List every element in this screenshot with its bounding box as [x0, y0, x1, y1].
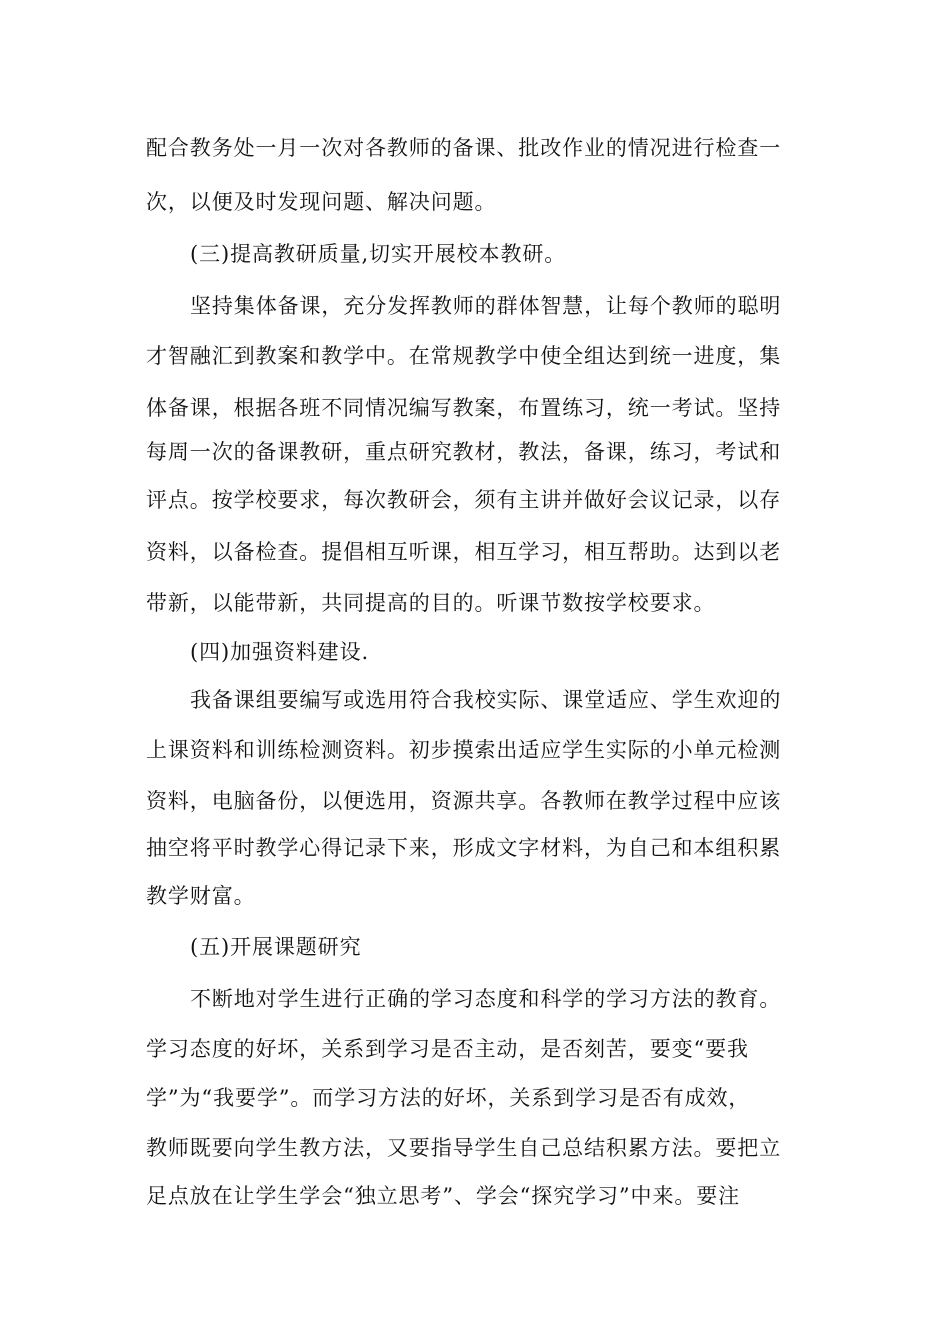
paragraph-line: 配合教务处一月一次对各教师的备课、批改作业的情况进行检查一	[146, 136, 782, 160]
paragraph-line: 资料，电脑备份，以便选用，资源共享。各教师在教学过程中应该	[146, 789, 782, 813]
paragraph-line: 资料，以备检查。提倡相互听课，相互学习，相互帮助。达到以老	[146, 540, 782, 564]
paragraph-line: 才智融汇到教案和教学中。在常规教学中使全组达到统一进度，集	[146, 344, 782, 368]
paragraph-line: 教师既要向学生教方法，又要指导学生自己总结积累方法。要把立	[146, 1136, 782, 1160]
paragraph-line: 教学财富。	[146, 884, 256, 908]
section-heading: (三)提高教研质量,切实开展校本教研。	[190, 242, 567, 266]
paragraph-line: 体备课，根据各班不同情况编写教案，布置练习，统一考试。坚持	[146, 396, 782, 420]
section-heading: (四)加强资料建设.	[190, 640, 370, 664]
paragraph-line: 学”为“我要学”。而学习方法的好坏，关系到学习是否有成效，	[146, 1086, 751, 1110]
paragraph-line: 次，以便及时发现问题、解决问题。	[146, 190, 497, 214]
paragraph-line: 坚持集体备课，充分发挥教师的群体智慧，让每个教师的聪明	[190, 294, 782, 318]
paragraph-line: 不断地对学生进行正确的学习态度和科学的学习方法的教育。	[190, 987, 782, 1011]
paragraph-line: 我备课组要编写或选用符合我校实际、课堂适应、学生欢迎的	[190, 688, 782, 712]
paragraph-line: 带新，以能带新，共同提高的目的。听课节数按学校要求。	[146, 591, 716, 615]
paragraph-line: 上课资料和训练检测资料。初步摸索出适应学生实际的小单元检测	[146, 738, 782, 762]
paragraph-line: 每周一次的备课教研，重点研究教材，教法，备课，练习，考试和	[146, 440, 782, 464]
paragraph-line: 学习态度的好坏，关系到学习是否主动，是否刻苦，要变“要我	[146, 1037, 749, 1061]
paragraph-line: 足点放在让学生学会“独立思考”、学会“探究学习”中来。要注	[146, 1184, 741, 1208]
paragraph-line: 抽空将平时教学心得记录下来，形成文字材料，为自己和本组积累	[146, 836, 782, 860]
section-heading: (五)开展课题研究	[190, 935, 362, 959]
paragraph-line: 评点。按学校要求，每次教研会，须有主讲并做好会议记录，以存	[146, 488, 782, 512]
